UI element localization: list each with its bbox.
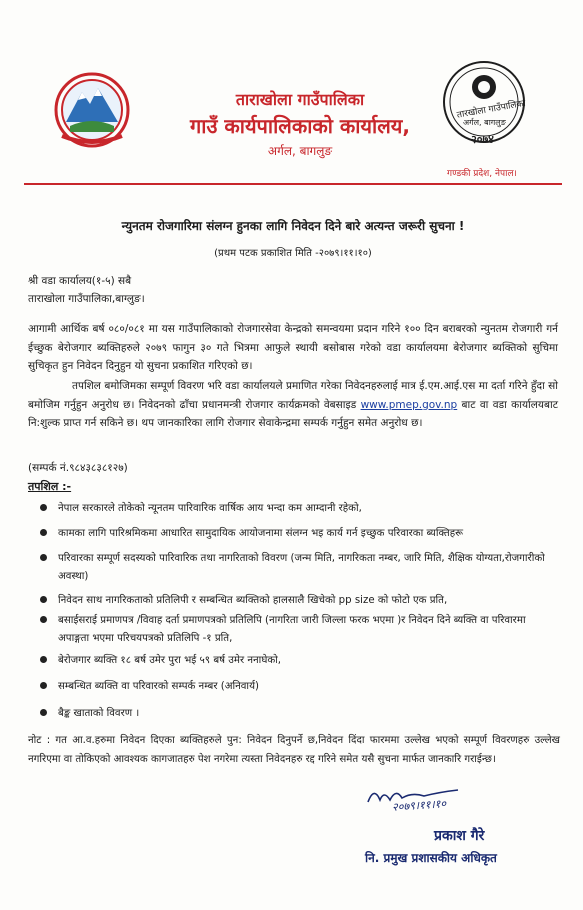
bullet-icon [40, 656, 47, 663]
office-seal-stamp [437, 55, 532, 155]
note-paragraph: नोट : गत आ.व.हरुमा निवेदन दिएका ब्यक्तिहरुले पुन: निवेदन दिनुपर्ने छ,निवेदन दिंदा फारममा उल्लेख भएको सम्पूर्ण विवरणहरु उल्लेख नगरिएमा वा तोकिएको आवश्यक कागजातहरु पेश नगरेमा त्यस्ता निवेदनहरु रद्द गरिने समेत यसै सुचना मार्फत जानकारि गराईन्छ। [28, 735, 560, 765]
bullet-icon [40, 554, 47, 561]
org-name: ताराखोला गाउँपालिका [235, 90, 365, 109]
list-item: सम्बन्धित ब्यक्ति वा परिवारको सम्पर्क नम्बर (अनिवार्य) [40, 678, 550, 696]
details-heading: तपशिल :- [28, 480, 72, 493]
list-item: निवेदन साथ नागरिकताको प्रतिलिपी र सम्बन्धित ब्यक्तिको हालसालै खिचेको pp size को फोटो एक प्रति, [40, 592, 550, 610]
bullet-icon [40, 709, 47, 716]
bullet-icon [40, 616, 47, 623]
list-item: परिवारका सम्पूर्ण सदस्यको पारिवारिक तथा नागरिताको विवरण (जन्म मिति, नागरिकता नम्बर, जारि मिति, शैक्षिक योग्यता,रोजगारीको अवस्था) [40, 550, 550, 586]
svg-text:अर्गल, बागलुङ: अर्गल, बागलुङ [463, 118, 506, 127]
header-divider [24, 183, 562, 185]
svg-text:तारखोला गाउँपालिका: तारखोला गाउँपालिका [456, 98, 527, 121]
bullet-icon [40, 596, 47, 603]
bullet-icon [40, 504, 47, 511]
signatory-post: नि. प्रमुख प्रशासकीय अधिकृत [365, 851, 497, 865]
list-item: नेपाल सरकारले तोकेको न्यूनतम पारिवारिक वार्षिक आय भन्दा कम आम्दानी रहेको, [40, 500, 550, 518]
list-item: कामका लागि पारिश्रमिकमा आधारित सामुदायिक आयोजनामा संलग्न भइ कार्य गर्न इच्छुक परिवारका ब्यक्तिहरू [40, 525, 550, 543]
list-item: बैङ्क खाताको विवरण । [40, 705, 550, 723]
contact-number: (सम्पर्क नं.९८४३८३८१२७) [28, 462, 128, 474]
office-name: गाउँ कार्यपालिकाको कार्यालय, [190, 114, 410, 138]
province-label: गण्डकी प्रदेश, नेपाल। [447, 169, 517, 179]
notice-title: न्युनतम रोजगारिमा संलग्न हुनका लागि निवेदन दिने बारे अत्यन्त जरूरी सुचना ! [121, 219, 465, 233]
body-paragraph-2: तपशिल बमोजिमका सम्पूर्ण विवरण भरि वडा कार्यालयले प्रमाणित गरेका निवेदनहरुलाई मात्र ई.एम.आई.एस मा दर्ता गरिने हुँदा सो बमोजिम गर्नुहुन अनुरोध छ। निवेदनको ढाँचा प्रधानमन्त्री रोजगार कार्यक्रमको वेबसाइड www.pmep.gov.np बाट वा वडा कार्यालयबाट नि:शुल्क प्राप्त गर्न सकिने छ। थप जानकारिका लागि रोजगार सेवाकेन्द्रमा सम्पर्क गर्नुहुन समेत अनुरोध छ। [28, 380, 558, 429]
first-publish-date: (प्रथम पटक प्रकाशित मिति -२०७९।११।१०) [214, 248, 372, 259]
recipient-line-1: श्री वडा कार्यालय(१-५) सबै [28, 275, 132, 287]
office-location: अर्गल, बागलुङ [267, 144, 333, 158]
bullet-icon [40, 682, 47, 689]
signature-date: २०७९।११।१० [391, 797, 447, 814]
recipient-line-2: ताराखोला गाउँपालिका,बाग्लुङ। [28, 293, 145, 305]
website-link[interactable]: www.pmep.gov.np [360, 398, 458, 411]
signatory-name: प्रकाश गैरे [434, 828, 485, 844]
bullet-icon [40, 529, 47, 536]
body-paragraph-1: आगामी आर्थिक बर्ष ०८०/०८१ मा यस गाउँपालिकाको रोजगारसेवा केन्द्रको समन्वयमा प्रदान गरिने १०० दिन बराबरको न्युनतम रोजगारी गर्न ईच्छुक बेरोजगार ब्यक्तिहरुले २०७९ फागुन ३० गते भित्रमा आफुले स्थायी बसोबास गरेको वडा कार्यालयमा बेरोजगार ब्यक्तिको सुचिमा सुचिकृत हुन निवेदन दिनुहुन यो सुचना प्रकाशित गरिएको छ। [28, 323, 558, 372]
list-item: बसाईसराई प्रमाणपत्र /विवाह दर्ता प्रमाणपत्रको प्रतिलिपि (नागरिता जारी जिल्ला फरक भएमा )र निवेदन दिने ब्यक्ति वा परिवारमा अपाङ्गता भएमा परिचयपत्रको प्रतिलिपि -१ प्रति, [40, 612, 550, 648]
svg-text:२०७४: २०७४ [471, 133, 494, 146]
list-item: बेरोजगार ब्यक्ति १८ बर्ष उमेर पुरा भई ५९ बर्ष उमेर ननाघेको, [40, 652, 550, 670]
nepal-emblem-icon [52, 70, 132, 150]
